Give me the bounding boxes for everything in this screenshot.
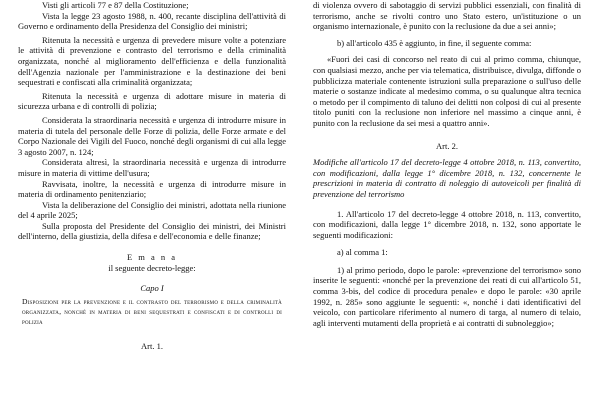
quoted-comma: «Fuori dei casi di concorso nel reato di cui al primo comma, chiunque, con qualsiasi mezzo, anche per via telematica, distribuisce, divulga, diffonde o pubblicizza materiale contenente istruzioni sulla preparazione o sull'uso delle materie o sostanze indicate al medesimo comma, o su qualunque altra tecnica o metodo per il compimento di taluno dei delitti non colposi di cui al presente titolo puniti con la reclusione non inferiore nel massimo a cinque anni, è punito con la reclusione da sei mesi a quattro anni». <box>313 54 581 128</box>
premise-proposta: Sulla proposta del Presidente del Consiglio dei ministri, dei Ministri dell'interno, della giustizia, della difesa e dell'economia e delle finanze; <box>18 220 286 242</box>
left-column <box>18 0 286 352</box>
capo-title: Disposizioni per la prevenzione e il contrasto del terrorismo e della criminalità organizzata, nonché in materia di beni sequestrati e confiscati e di controlli di polizia <box>22 296 282 327</box>
emana-subheading: il seguente decreto-legge: <box>108 262 196 273</box>
premise-tutela-personale: Considerata la straordinaria necessità e urgenza di introdurre misure in materia di tutela del personale delle Forze di polizia, delle Forze armate e del Corpo Nazionale dei Vigili del Fuoco, nonché degli organismi di cui alla legge 3 agosto 2007, n. 124; <box>18 114 286 157</box>
article-2-title: Modifiche all'articolo 17 del decreto-legge 4 ottobre 2018, n. 113, convertito, con modificazioni, dalla legge 1° dicembre 2018, n. 132, concernente le prescrizioni in materia di contratto di noleggio di autoveicoli per finalità di prevenzione del terrorismo <box>313 157 581 199</box>
text-fragment-top: di violenza ovvero di sabotaggio di servizi pubblici essenziali, con finalità di terrorismo, anche se rivolti contro uno Stato estero, un'istituzione o un organismo internazionale, è punito con la reclusione da due a sei anni»; <box>313 0 581 32</box>
premise-sicurezza-urbana: Ritenuta la necessità e urgenza di adottare misure in materia di sicurezza urbana e di controlli di polizia; <box>18 90 286 112</box>
premise-deliberazione: Vista la deliberazione del Consiglio dei ministri, adottata nella riunione del 4 aprile 2025; <box>18 199 286 221</box>
item-a: a) al comma 1: <box>337 247 388 258</box>
sub-item-1: 1) al primo periodo, dopo le parole: «prevenzione del terrorismo» sono inserite le seguenti: «nonché per la prevenzione dei reati di cui all'articolo 51, comma 3-bis, del codice di procedura penale» e dopo le parole: «30 aprile 1992, n. 285» sono aggiunte le seguenti: «, nonché i dati identificativi del veicolo, con particolare riferimento al numero di targa, al numero di telaio, agli interventi mutamenti della proprietà e ai contratti di subnoleggio»; <box>313 264 581 328</box>
premise-ordinamento-penitenziario: Ravvisata, inoltre, la necessità e urgenza di introdurre misure in materia di ordinamento penitenziario; <box>18 178 286 200</box>
emana-heading: E m a n a <box>126 252 178 263</box>
comma-1: 1. All'articolo 17 del decreto-legge 4 ottobre 2018, n. 113, convertito, con modificazioni, dalla legge 1° dicembre 2018, n. 132, sono apportate le seguenti modificazioni: <box>313 208 581 240</box>
premise-terrorismo: Ritenuta la necessità e urgenza di prevedere misure volte a potenziare le attività di prevenzione e contrasto del terrorismo e della criminalità organizzata, nonché al miglioramento dell'efficienza e della funzionalità dell'Agenzia nazionale per l'amministrazione e la destinazione dei beni sequestrati e confiscati alla criminalità organizzata; <box>18 34 286 88</box>
premise-costituzione: Visti gli articoli 77 e 87 della Costituzione; <box>42 0 189 10</box>
item-b: b) all'articolo 435 è aggiunto, in fine, il seguente comma: <box>337 37 532 48</box>
premise-legge-400: Vista la legge 23 agosto 1988, n. 400, recante disciplina dell'attività di Governo e ordinamento della Presidenza del Consiglio dei ministri; <box>18 10 286 32</box>
premise-vittime-usura: Considerata altresì, la straordinaria necessità e urgenza di introdurre misure in materia di vittime dell'usura; <box>18 157 286 178</box>
capo-heading: Capo I <box>140 283 164 294</box>
article-1-heading: Art. 1. <box>141 341 163 352</box>
right-column <box>313 0 581 328</box>
article-2-heading: Art. 2. <box>436 140 458 151</box>
